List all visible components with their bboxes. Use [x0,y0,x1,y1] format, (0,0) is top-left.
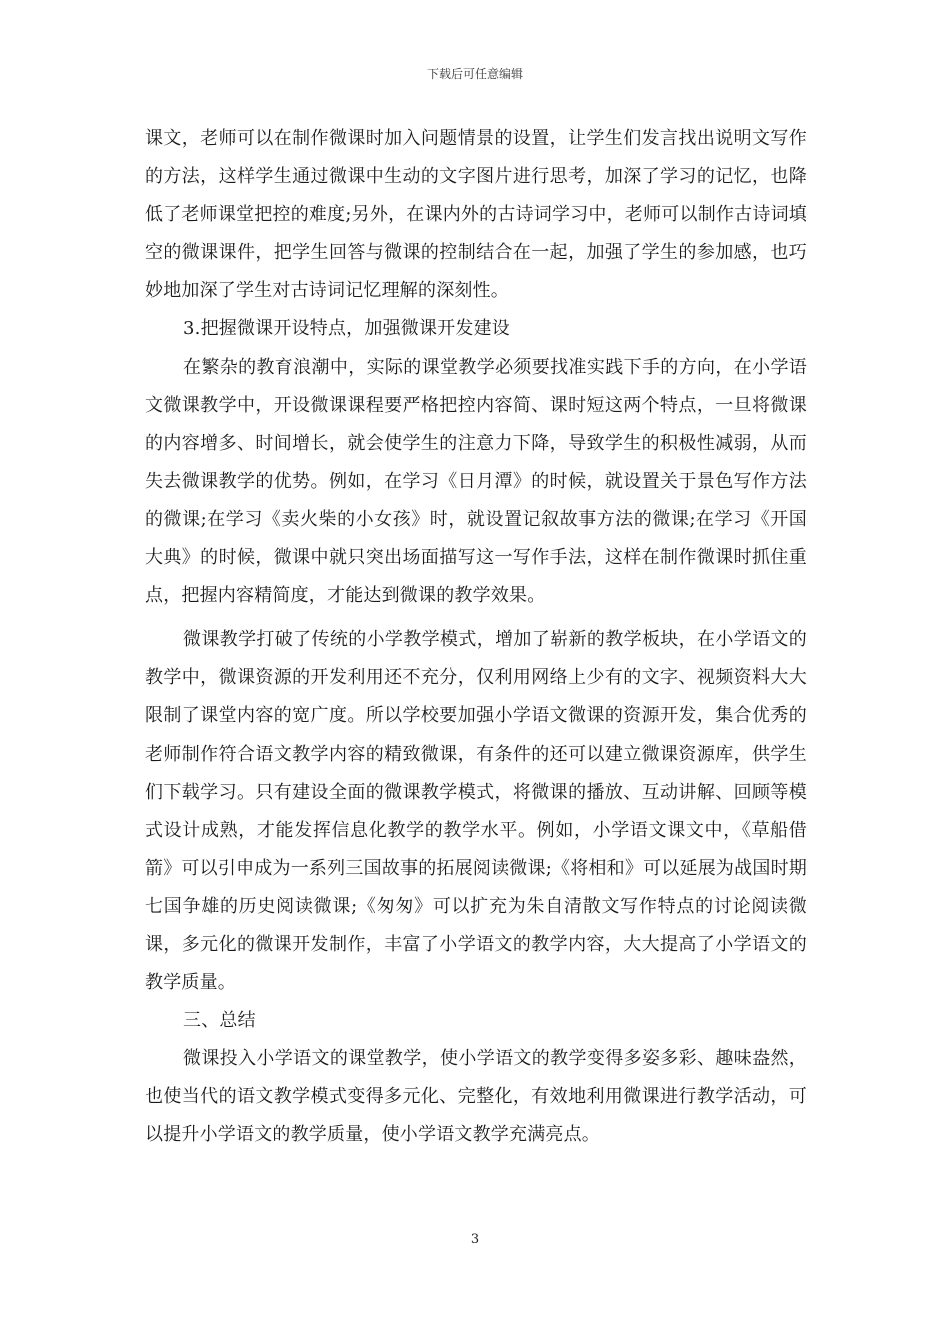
paragraph-continuation: 课文，老师可以在制作微课时加入问题情景的设置，让学生们发言找出说明文写作的方法，这样学生通过微课中生动的文字图片进行思考，加深了学习的记忆，也降低了老师课堂把控的难度;另外，在课内外的古诗词学习中，老师可以制作古诗词填空的微课课件，把学生回答与微课的控制结合在一起，加强了学生的参加感，也巧妙地加深了学生对古诗词记忆理解的深刻性。 [145,128,807,302]
page-number: 3 [470,1232,480,1247]
section-heading-summary: 三、总结 [183,1010,256,1032]
paragraph: 微课教学打破了传统的小学教学模式，增加了崭新的教学板块，在小学语文的教学中，微课资源的开发利用还不充分，仅利用网络上少有的文字、视频资料大大限制了课堂内容的宽广度。所以学校要加强小学语文微课的资源开发，集合优秀的老师制作符合语文教学内容的精致微课，有条件的还可以建立微课资源库，供学生们下载学习。只有建设全面的微课教学模式，将微课的播放、互动讲解、回顾等模式设计成熟，才能发挥信息化教学的教学水平。例如，小学语文课文中，《草船借箭》可以引申成为一系列三国故事的拓展阅读微课;《将相和》可以延展为战国时期七国争雄的历史阅读微课;《匆匆》可以扩充为朱自清散文写作特点的讨论阅读微课，多元化的微课开发制作，丰富了小学语文的教学内容，大大提高了小学语文的教学质量。 [145,629,807,994]
paragraph: 微课投入小学语文的课堂教学，使小学语文的教学变得多姿多彩、趣味盎然，也使当代的语文教学模式变得多元化、完整化，有效地利用微课进行教学活动，可以提升小学语文的教学质量，使小学语文教学充满亮点。 [145,1048,807,1146]
section-heading-3: 3.把握微课开设特点，加强微课开发建设 [183,318,510,340]
page-header: 下载后可任意编辑 [426,67,523,81]
document-body [145,120,807,1155]
paragraph: 在繁杂的教育浪潮中，实际的课堂教学必须要找准实践下手的方向，在小学语文微课教学中，开设微课课程要严格把控内容简、课时短这两个特点，一旦将微课的内容增多、时间增长，就会使学生的注意力下降，导致学生的积极性减弱，从而失去微课教学的优势。例如，在学习《日月潭》的时候，就设置关于景色写作方法的微课;在学习《卖火柴的小女孩》时，就设置记叙故事方法的微课;在学习《开国大典》的时候，微课中就只突出场面描写这一写作手法，这样在制作微课时抓住重点，把握内容精简度，才能达到微课的教学效果。 [145,356,807,607]
